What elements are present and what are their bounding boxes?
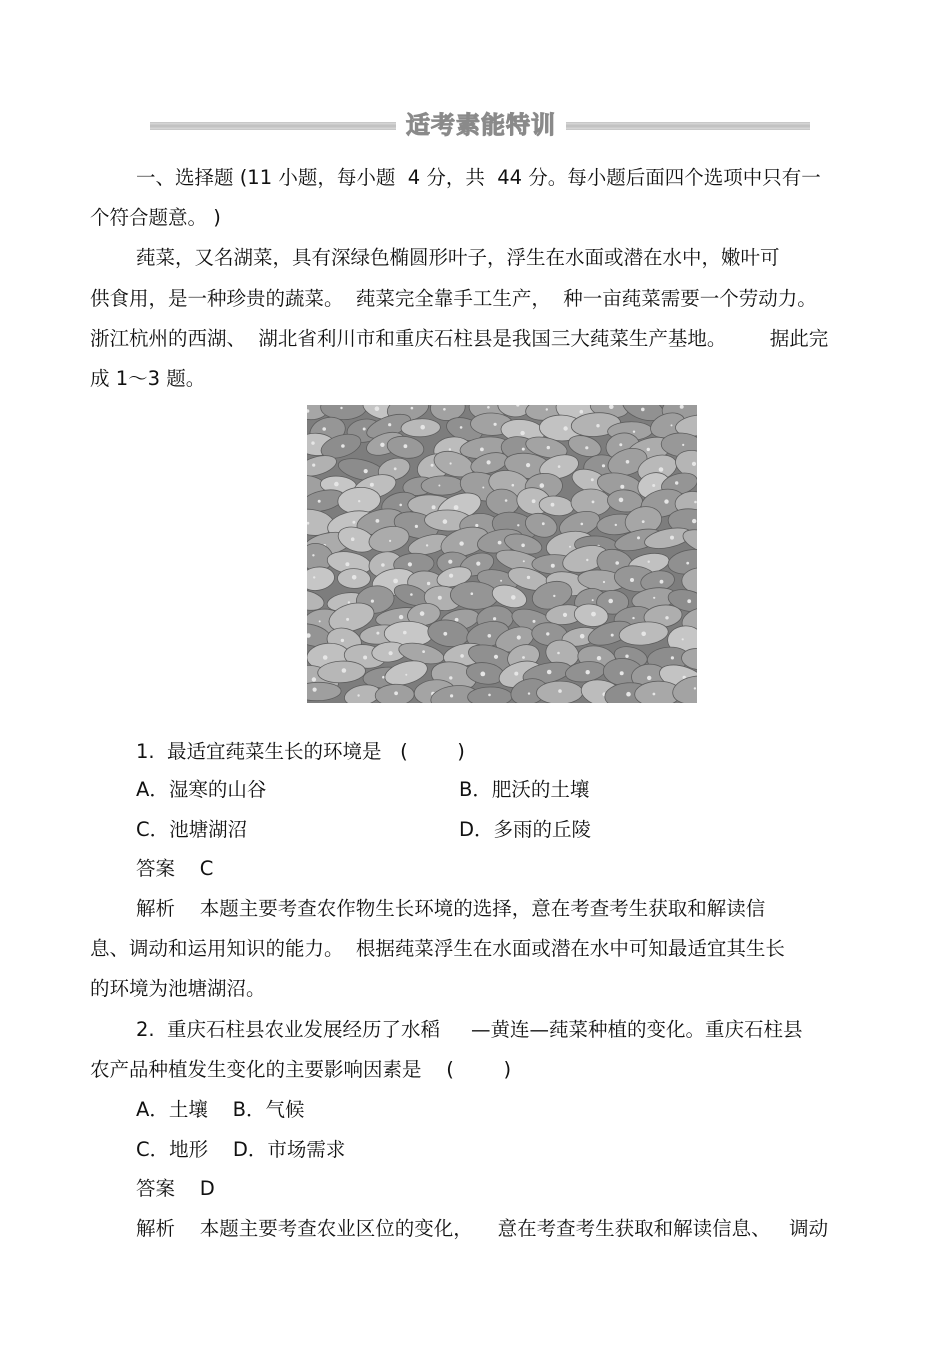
header-rule-right (566, 122, 810, 130)
question-2-stem-line-1: 2. 重庆石柱县农业发展经历了水稻 —黄连—莼菜种植的变化。重庆石柱县 (136, 1018, 803, 1041)
question-1-option-b: B．肥沃的土壤 (459, 778, 590, 801)
header-rule-left (150, 122, 396, 130)
section-title: 适考素能特训 (406, 111, 556, 139)
question-1-option-c: C．池塘湖沼 (136, 818, 248, 841)
passage-line-3: 浙江杭州的西湖、 湖北省利川市和重庆石柱县是我国三大莼菜生产基地。 据此完 (90, 327, 829, 350)
section-header (150, 108, 810, 142)
question-1-explanation-line-1: 解析 本题主要考查农作物生长环境的选择，意在考查考生获取和解读信 (136, 897, 766, 920)
instructions-line-2: 个符合题意。 ) (90, 206, 221, 229)
question-1-explanation-line-2: 息、调动和运用知识的能力。 根据莼菜浮生在水面或潜在水中可知最适宜其生长 (90, 937, 785, 960)
question-2-stem-line-2: 农产品种植发生变化的主要影响因素是 ( ) (90, 1058, 512, 1081)
passage-line-2: 供食用，是一种珍贵的蔬菜。 莼菜完全靠手工生产， 种一亩莼菜需要一个劳动力。 (90, 287, 817, 310)
question-2-options-cd: C．地形 D．市场需求 (136, 1138, 346, 1161)
question-2-explanation-line-1: 解析 本题主要考查农业区位的变化， 意在考查考生获取和解读信息、 调动 (136, 1217, 829, 1240)
question-2-answer: 答案 D (136, 1177, 215, 1200)
question-1-answer: 答案 C (136, 857, 214, 880)
question-1-stem: 1. 最适宜莼菜生长的环境是 ( ) (136, 740, 465, 763)
question-1-option-d: D．多雨的丘陵 (459, 818, 592, 841)
instructions-line-1: 一、选择题 (11 小题，每小题 4 分，共 44 分。每小题后面四个选项中只有一 (136, 166, 821, 189)
question-1-explanation-line-3: 的环境为池塘湖沼。 (90, 977, 266, 1000)
water-shield-leaves-photo (307, 405, 697, 703)
question-1-option-a: A．湿寒的山谷 (136, 778, 267, 801)
question-2-options-ab: A．土壤 B．气候 (136, 1098, 305, 1121)
passage-line-4: 成 1～3 题。 (90, 367, 206, 390)
passage-line-1: 莼菜，又名湖菜，具有深绿色椭圆形叶子，浮生在水面或潜在水中，嫩叶可 (136, 246, 780, 269)
